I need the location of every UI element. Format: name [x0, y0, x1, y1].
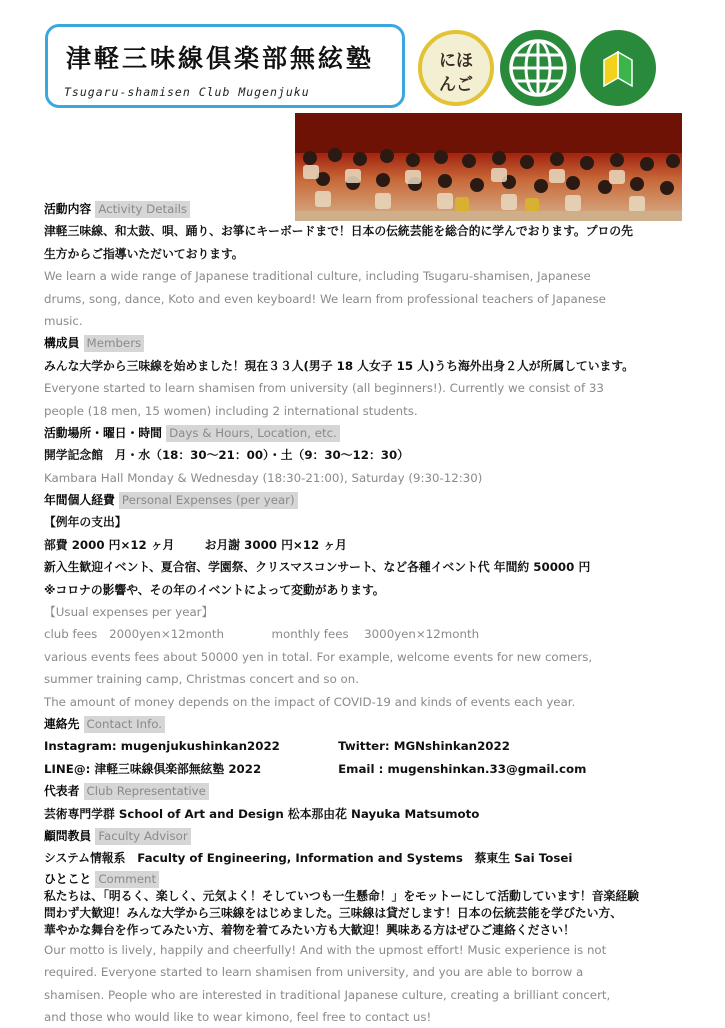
- members-heading-jp: 構成員: [44, 336, 80, 351]
- comment-en-line: required. Everyone started to learn shamisen from university, and you are able to borrow a: [44, 965, 584, 980]
- expenses-heading: [44, 489, 684, 511]
- place-heading: [44, 422, 684, 444]
- expenses-events-en: The amount of money depends on the impact of COVID-19 and kinds of events each year.: [44, 694, 576, 709]
- globe-badge[interactable]: [500, 30, 576, 106]
- members-en-line: Everyone started to learn shamisen from university (all beginners!). Currently we consist of 33: [44, 381, 604, 396]
- comment-jp-line: 華やかな舞台を作ってみたい方、着物を着てみたい方も大歓迎！興味ある方はぜひご連絡ください！: [44, 922, 575, 937]
- line-link[interactable]: LINE@: 津軽三味線倶楽部無絃塾 2022: [44, 761, 262, 776]
- expenses-events-en: various events fees about 50000 yen in total. For example, welcome events for new comers,: [44, 649, 593, 664]
- expenses-fees-en: [44, 623, 684, 645]
- badge-line-2: んご: [439, 75, 473, 95]
- activity-heading-en: Activity Details: [95, 201, 190, 218]
- contact-row-1: [44, 735, 684, 757]
- comment-heading-en: Comment: [95, 871, 159, 888]
- expenses-example-jp: 【例年の支出】: [44, 515, 127, 530]
- activity-en-line: We learn a wide range of Japanese traditional culture, including Tsugaru-shamisen, Japanese: [44, 269, 591, 284]
- representative-heading-jp: 代表者: [44, 784, 80, 799]
- contact-heading-en: Contact Info.: [84, 716, 166, 733]
- twitter-link[interactable]: Twitter: MGNshinkan2022: [338, 739, 510, 754]
- representative-heading: [44, 780, 684, 802]
- email-link[interactable]: Email : mugenshinkan.33@gmail.com: [338, 761, 587, 776]
- monthly-fee-en: monthly fees 3000yen×12month: [271, 627, 480, 642]
- activity-heading: [44, 198, 684, 220]
- club-title-en: Tsugaru-shamisen Club Mugenjuku: [64, 85, 310, 99]
- expenses-fees-jp: [44, 534, 684, 556]
- advisor-heading: [44, 825, 684, 847]
- japanese-language-badge[interactable]: [418, 30, 494, 106]
- activity-jp-line: 津軽三味線、和太鼓、唄、踊り、お箏にキーボードまで！日本の伝統芸能を総合的に学んでおります。プロの先: [44, 224, 633, 239]
- comment-jp-block: [44, 888, 684, 939]
- members-jp-line: みんな大学から三味線を始めました！現在３３人(男子 18 人女子 15 人)うち海外出身２人が所属しています。: [44, 358, 634, 373]
- place-en-line: Kambara Hall Monday & Wednesday (18:30-21:00), Saturday (9:30-12:30): [44, 470, 483, 485]
- representative-heading-en: Club Representative: [84, 783, 209, 800]
- instagram-link[interactable]: Instagram: mugenjukushinkan2022: [44, 739, 280, 754]
- comment-en-line: and those who would like to wear kimono, feel free to contact us!: [44, 1009, 432, 1024]
- club-title-jp: 津軽三味線倶楽部無絃塾: [66, 44, 375, 73]
- activity-jp-line: 生方からご指導いただいております。: [44, 246, 244, 261]
- expenses-heading-en: Personal Expenses (per year): [119, 492, 298, 509]
- place-heading-jp: 活動場所・曜日・時間: [44, 425, 162, 440]
- advisor-text: システム情報系 Faculty of Engineering, Information and Systems 蔡東生 Sai Tosei: [44, 851, 573, 866]
- main-content: [44, 198, 684, 1028]
- representative-text: 芸術専門学群 School of Art and Design 松本那由花 Nayuka Matsumoto: [44, 806, 480, 821]
- contact-heading: [44, 713, 684, 735]
- comment-en-line: Our motto is lively, happily and cheerfully! And with the upmost effort! Music experience is not: [44, 942, 607, 957]
- expenses-events-en: summer training camp, Christmas concert and so on.: [44, 672, 359, 687]
- globe-icon: [500, 30, 576, 106]
- beginner-mark-icon: [580, 30, 656, 106]
- advisor-heading-en: Faculty Advisor: [95, 828, 190, 845]
- activity-en-line: music.: [44, 313, 83, 328]
- activity-en-line: drums, song, dance, Koto and even keyboard! We learn from professional teachers of Japanese: [44, 291, 606, 306]
- comment-en-line: shamisen. People who are interested in traditional Japanese culture, creating a brilliant concert,: [44, 987, 611, 1002]
- club-title-box: [45, 24, 405, 108]
- comment-heading: [44, 870, 684, 888]
- members-en-line: people (18 men, 15 women) including 2 international students.: [44, 403, 418, 418]
- expenses-note-jp: ※コロナの影響や、その年のイベントによって変動があります。: [44, 582, 385, 597]
- expenses-heading-jp: 年間個人経費: [44, 493, 115, 508]
- club-fee-en: club fees 2000yen×12month: [44, 627, 225, 642]
- advisor-heading-jp: 顧問教員: [44, 828, 92, 843]
- contact-row-2: [44, 758, 684, 780]
- comment-heading-jp: ひとこと: [44, 871, 92, 886]
- contact-heading-jp: 連絡先: [44, 716, 80, 731]
- monthly-fee-jp: お月謝 3000 円×12 ヶ月: [204, 537, 347, 552]
- badge-line-1: にほ: [439, 51, 473, 71]
- club-fee-jp: 部費 2000 円×12 ヶ月: [44, 537, 175, 552]
- expenses-usual-en: 【Usual expenses per year】: [44, 605, 214, 620]
- members-heading-en: Members: [84, 335, 145, 352]
- activity-heading-jp: 活動内容: [44, 202, 92, 216]
- place-jp-line: 開学記念館 月・水（18：30〜21：00）・土（9：30〜12：30）: [44, 448, 409, 463]
- comment-jp-line: 問わず大歓迎！みんな大学から三味線をはじめました。三味線は貸だします！日本の伝統芸能を学びたい方、: [44, 905, 623, 920]
- comment-jp-line: 私たちは、「明るく、楽しく、元気よく！そしていつも一生懸命！」をモットーにして活動しています！音楽経験: [44, 888, 639, 903]
- expenses-events-jp: 新入生歓迎イベント、夏合宿、学園祭、クリスマスコンサート、など各種イベント代 年間約 50000 円: [44, 560, 591, 575]
- place-heading-en: Days & Hours, Location, etc.: [166, 425, 340, 442]
- members-heading: [44, 332, 684, 354]
- beginner-badge[interactable]: [580, 30, 656, 106]
